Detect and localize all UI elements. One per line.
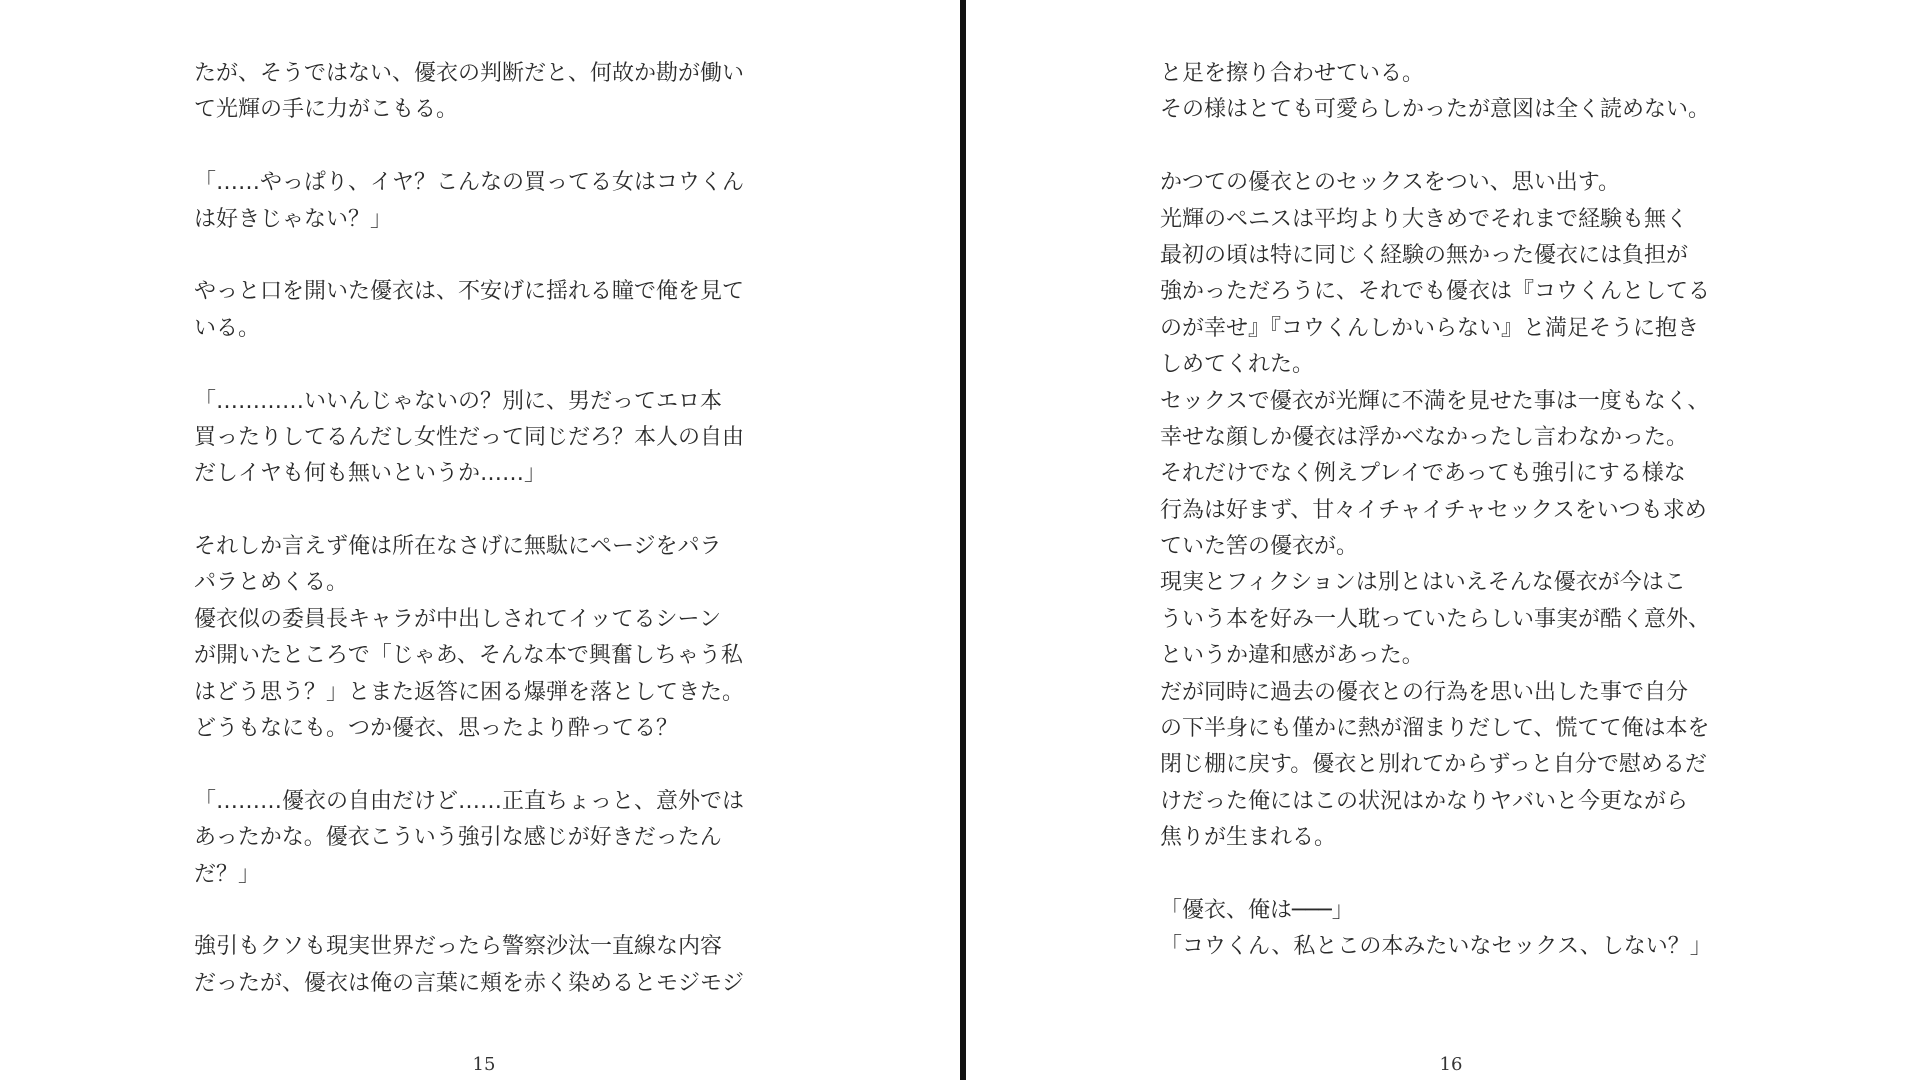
- text-line: はどう思う？」とまた返答に困る爆弾を落としてきた。: [194, 679, 745, 705]
- text-line: の下半身にも僅かに熱が溜まりだして、慌てて俺は本を: [1160, 716, 1710, 742]
- text-line: 優衣似の委員長キャラが中出しされてイッてるシーン: [194, 606, 722, 632]
- text-line: [194, 893, 744, 929]
- text-line: 「優衣、俺は───」: [1160, 897, 1354, 923]
- text-line: だ？」: [194, 861, 261, 887]
- text-line: 「………優衣の自由だけど……正直ちょっと、意外では: [194, 788, 745, 814]
- text-line: パラとめくる。: [194, 570, 349, 596]
- text-line: セックスで優衣が光輝に不満を見せた事は一度もなく、: [1160, 388, 1710, 414]
- text-line: 「コウくん、私とこの本みたいなセックス、しない？」: [1160, 934, 1712, 960]
- text-line: 光輝のペニスは平均より大きめでそれまで経験も無く: [1160, 206, 1689, 232]
- text-line: だが同時に過去の優衣との行為を思い出した事で自分: [1160, 679, 1689, 705]
- text-line: それだけでなく例えプレイであっても強引にする様な: [1160, 461, 1686, 487]
- text-line: たが、そうではない、優衣の判断だと、何故か勘が働い: [194, 61, 745, 86]
- text-line: [1160, 857, 1712, 893]
- right-page-number: 16: [1439, 1054, 1463, 1075]
- text-line: 閉じ棚に戻す。優衣と別れてからずっと自分で慰めるだ: [1160, 752, 1707, 778]
- text-line: [194, 238, 744, 274]
- text-line: あったかな。優衣こういう強引な感じが好きだったん: [194, 825, 722, 851]
- text-line: [1160, 129, 1712, 165]
- text-line: その様はとても可愛らしかったが意図は全く読めない。: [1160, 97, 1711, 123]
- left-page-text: [194, 56, 744, 1002]
- text-line: ういう本を好み一人耽っていたらしい事実が酷く意外、: [1160, 606, 1711, 632]
- text-line: は好きじゃない？」: [194, 206, 393, 232]
- text-line: [194, 347, 744, 383]
- text-line: 強引もクソも現実世界だったら警察沙汰一直線な内容: [194, 934, 723, 960]
- text-line: て光輝の手に力がこもる。: [194, 97, 459, 123]
- right-page: [966, 0, 1920, 1080]
- text-line: というか違和感があった。: [1160, 643, 1424, 669]
- text-line: 現実とフィクションは別とはいえそんな優衣が今はこ: [1160, 570, 1686, 596]
- text-line: 最初の頃は特に同じく経験の無かった優衣には負担が: [1160, 242, 1689, 268]
- text-line: しめてくれた。: [1160, 352, 1315, 378]
- text-line: 強かっただろうに、それでも優衣は『コウくんとしてる: [1160, 279, 1711, 305]
- text-line: 幸せな顔しか優衣は浮かべなかったし言わなかった。: [1160, 424, 1689, 450]
- left-page-number: 15: [472, 1054, 496, 1075]
- text-line: かつての優衣とのセックスをつい、思い出す。: [1160, 170, 1621, 196]
- text-line: [194, 129, 744, 165]
- text-line: やっと口を開いた優衣は、不安げに揺れる瞳で俺を見て: [194, 279, 745, 305]
- text-line: だしイヤも何も無いというか……」: [194, 461, 547, 487]
- text-line: 「…………いいんじゃないの？別に、男だってエロ本: [194, 388, 723, 414]
- text-line: ていた筈の優衣が。: [1160, 534, 1359, 560]
- text-line: だったが、優衣は俺の言葉に頬を赤く染めるとモジモジ: [194, 970, 745, 996]
- text-line: 行為は好まず、甘々イチャイチャセックスをいつも求め: [1160, 497, 1707, 523]
- text-line: 「……やっぱり、イヤ？こんなの買ってる女はコウくん: [194, 170, 745, 196]
- text-line: けだった俺にはこの状況はかなりヤバいと今更ながら: [1160, 788, 1689, 814]
- text-line: どうもなにも。つか優衣、思ったより酔ってる？: [194, 716, 679, 742]
- text-line: と足を擦り合わせている。: [1160, 61, 1425, 86]
- text-line: それしか言えず俺は所在なさげに無駄にページをパラ: [194, 534, 722, 560]
- text-line: 買ったりしてるんだし女性だって同じだろ？本人の自由: [194, 424, 745, 450]
- text-line: 焦りが生まれる。: [1160, 825, 1337, 851]
- text-line: [194, 747, 744, 783]
- text-line: が開いたところで「じゃあ、そんな本で興奮しちゃう私: [194, 643, 743, 669]
- text-line: いる。: [194, 315, 261, 341]
- text-line: [194, 493, 744, 529]
- right-page-text: [1160, 56, 1712, 966]
- text-line: のが幸せ』『コウくんしかいらない』と満足そうに抱き: [1160, 315, 1700, 341]
